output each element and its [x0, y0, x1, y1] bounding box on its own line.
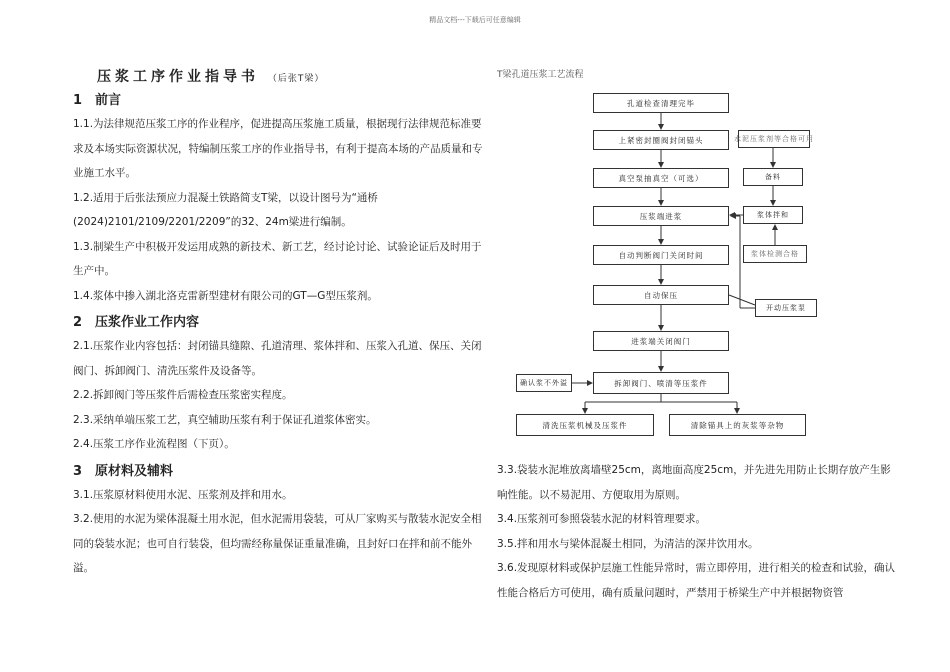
section-heading: 2 压浆作业工作内容 [73, 315, 200, 330]
flow-side-step: 浆体拌和 [743, 206, 803, 224]
paragraph: 3.3.袋装水泥堆放离墙壁25cm，离地面高度25cm，并先进先用防止长期存放产生影响性能。以不易泥用、方便取用为原则。 [497, 464, 891, 501]
paragraph: 2.1.压浆作业内容包括：封闭锚具缝隙、孔道清理、浆体拌和、压浆入孔道、保压、关闭阀门、拆卸阀门、清洗压浆件及设备等。 [73, 340, 482, 377]
paragraph: 3.4.压浆剂可参照袋装水泥的材料管理要求。 [497, 513, 707, 525]
paragraph: 3.1.压浆原材料使用水泥、压浆剂及拌和用水。 [73, 488, 293, 501]
paragraph: 1.2.适用于后张法预应力混凝土铁路简支T梁，以设计图号为“通桥(2024)2101/2109/2201/2209”的32、24m梁进行编制。 [73, 191, 378, 228]
section-heading: 3 原材料及辅料 [73, 463, 174, 479]
paragraph: 3.6.发现原材料或保护层施工性能异常时，需立即停用，进行相关的检查和试验，确认性能合格后方可使用，确有质量问题时，严禁用于桥梁生产中并根据物资管 [497, 562, 896, 599]
flow-side-step: 备料 [743, 168, 803, 186]
flow-step: 进浆端关闭阀门 [593, 331, 729, 351]
section-heading: 1 前言 [73, 93, 122, 108]
title-main: 压浆工序作业指导书 [97, 69, 259, 85]
paragraph: 3.5.拌和用水与梁体混凝土相同，为清洁的深井饮用水。 [497, 537, 759, 550]
flow-end-step: 清洗压浆机械及压浆件 [516, 414, 654, 436]
flow-side-step: 水泥压浆剂等合格可用 [738, 130, 810, 148]
flow-end-step: 清除锚具上的灰浆等杂物 [669, 414, 806, 436]
flow-step: 上紧密封圈阀封闭锚头 [593, 130, 729, 150]
flow-side-step: 浆体检测合格 [743, 245, 807, 263]
flowchart-title: T梁孔道压浆工艺流程 [497, 70, 584, 80]
flow-step: 拆卸阀门、喷清等压浆件 [593, 372, 729, 394]
connector-line [729, 295, 755, 305]
paragraph: 2.4.压浆工序作业流程图（下页）。 [73, 438, 235, 450]
flow-step: 真空泵抽真空（可选） [593, 168, 729, 188]
paragraph: 3.2.使用的水泥为梁体混凝土用水泥，但水泥需用袋装，可从厂家购买与散装水泥安全相同的袋装水泥；也可自行装袋，但均需经称量保证重量准确，且封好口在拌和前不能外溢。 [73, 513, 482, 574]
paragraph: 1.3.制梁生产中积极开发运用成熟的新技术、新工艺，经讨论讨论、试验论证后及时用于生产中。 [73, 240, 482, 277]
title-subtitle: （后张T梁） [267, 74, 325, 84]
page-header: 精品文档---下载后可任意编辑 [429, 16, 521, 24]
flow-step: 孔道检查清理完毕 [593, 93, 729, 113]
paragraph: 1.1.为法律规范压浆工序的作业程序，促进提高压浆施工质量，根据现行法律规范标准要求及本场实际资源状况，特编制压浆工序的作业指导书，有利于提高本场的产品质量和专业施工水平。 [73, 118, 483, 179]
flow-step: 自动判断阀门关闭时间 [593, 245, 729, 265]
flow-check-step: 确认浆不外溢 [516, 374, 572, 392]
flow-side-step: 开动压浆泵 [755, 299, 817, 317]
paragraph: 2.3.采纳单端压浆工艺，真空辅助压浆有利于保证孔道浆体密实。 [73, 413, 377, 426]
paragraph: 2.2.拆卸阀门等压浆件后需检查压浆密实程度。 [73, 389, 293, 401]
paragraph: 1.4.浆体中掺入湖北洛克雷新型建材有限公司的GT—G型压浆剂。 [73, 289, 378, 302]
flow-step: 自动保压 [593, 285, 729, 305]
flow-step: 压浆端进浆 [593, 206, 729, 226]
